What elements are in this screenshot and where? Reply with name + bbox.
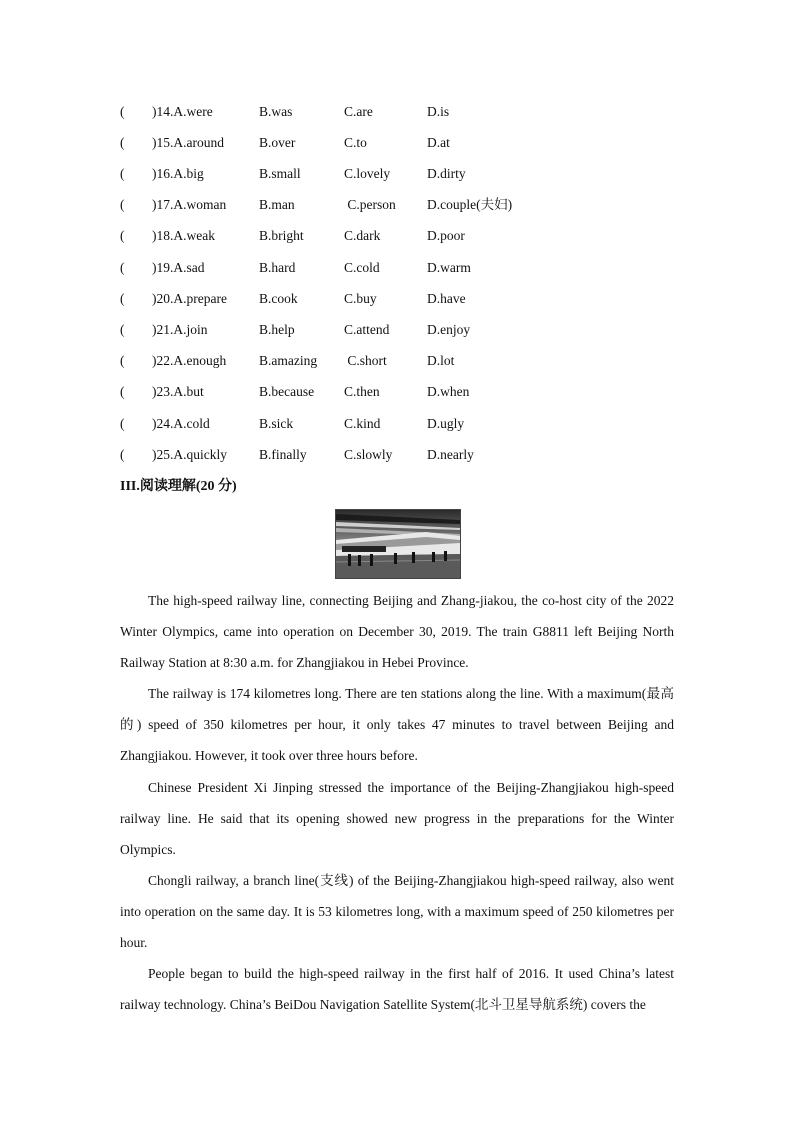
answer-blank[interactable]: (	[120, 291, 125, 306]
option-a: )15.A.around	[152, 135, 224, 150]
option-b: B.amazing	[259, 353, 318, 368]
option-d: D.lot	[427, 353, 455, 368]
option-c: C.kind	[344, 416, 381, 431]
passage-paragraph: Chongli railway, a branch line(支线) of the Beijing-Zhangjiakou high-speed railway, also went into operation on the same day. It is 53 kilometres long, with a maximum speed of 250 kilometres per hour.	[120, 872, 674, 951]
option-a: )25.A.quickly	[152, 447, 227, 462]
section-title-reading: III.阅读理解(20 分)	[120, 479, 237, 494]
option-d: D.at	[427, 135, 450, 150]
option-b: B.over	[259, 135, 296, 150]
answer-blank[interactable]: (	[120, 384, 125, 399]
option-a: )22.A.enough	[152, 353, 227, 368]
option-d: D.nearly	[427, 447, 474, 462]
option-a: )17.A.woman	[152, 197, 227, 212]
option-d: D.when	[427, 384, 470, 399]
option-c: C.short	[344, 353, 387, 368]
answer-blank[interactable]: (	[120, 260, 125, 275]
option-d: D.have	[427, 291, 466, 306]
answer-blank[interactable]: (	[120, 353, 125, 368]
passage-paragraph: The railway is 174 kilometres long. There are ten stations along the line. With a maximum(最高的) speed of 350 kilometres per hour, it only takes 47 minutes to travel between Beijing and Zhangjiakou. However, it took over three hours before.	[120, 686, 674, 764]
answer-blank[interactable]: (	[120, 322, 125, 337]
option-b: B.small	[259, 166, 301, 181]
option-d: D.ugly	[427, 416, 465, 431]
option-c: C.then	[344, 384, 380, 399]
option-c: C.lovely	[344, 166, 391, 181]
option-b: B.man	[259, 197, 295, 212]
option-d: D.warm	[427, 260, 471, 275]
option-a: )19.A.sad	[152, 260, 205, 275]
option-d: D.dirty	[427, 166, 466, 181]
option-b: B.was	[259, 104, 293, 119]
option-a: )18.A.weak	[152, 228, 215, 243]
option-c: C.are	[344, 104, 373, 119]
answer-blank[interactable]: (	[120, 447, 125, 462]
option-c: C.buy	[344, 291, 377, 306]
option-a: )16.A.big	[152, 166, 204, 181]
answer-blank[interactable]: (	[120, 416, 125, 431]
option-b: B.help	[259, 322, 295, 337]
option-d: D.enjoy	[427, 322, 471, 337]
option-b: B.because	[259, 384, 315, 399]
option-a: )14.A.were	[152, 104, 213, 119]
option-b: B.sick	[259, 416, 294, 431]
passage-paragraph: The high-speed railway line, connecting Beijing and Zhang-jiakou, the co-host city of the 2022 Winter Olympics, came into operation on December 30, 2019. The train G8811 left Beijing North Railway Station at 8:30 a.m. for Zhangjiakou in Hebei Province.	[120, 593, 674, 671]
option-b: B.hard	[259, 260, 296, 275]
answer-blank[interactable]: (	[120, 228, 125, 243]
option-c: C.person	[344, 197, 396, 212]
option-d: D.is	[427, 104, 450, 119]
option-c: C.attend	[344, 322, 390, 337]
answer-blank[interactable]: (	[120, 104, 125, 119]
option-b: B.finally	[259, 447, 307, 462]
option-b: B.bright	[259, 228, 304, 243]
option-c: C.dark	[344, 228, 381, 243]
answer-blank[interactable]: (	[120, 166, 125, 181]
option-d: D.poor	[427, 228, 465, 243]
option-a: )21.A.join	[152, 322, 208, 337]
option-c: C.to	[344, 135, 367, 150]
answer-blank[interactable]: (	[120, 135, 125, 150]
passage-paragraph: Chinese President Xi Jinping stressed the importance of the Beijing-Zhangjiakou high-speed railway line. He said that its opening showed new progress in the preparations for the Winter Olympics.	[120, 779, 674, 857]
train-station-photo	[335, 509, 461, 579]
option-a: )24.A.cold	[152, 416, 210, 431]
passage-paragraph: People began to build the high-speed railway in the first half of 2016. It used China’s latest railway technology. China’s BeiDou Navigation Satellite System(北斗卫星导航系统) covers the	[120, 966, 674, 1013]
option-b: B.cook	[259, 291, 298, 306]
option-c: C.slowly	[344, 447, 393, 462]
option-a: )20.A.prepare	[152, 291, 227, 306]
reading-passage	[120, 585, 674, 1020]
option-d: D.couple(夫妇)	[427, 197, 513, 212]
answer-blank[interactable]: (	[120, 197, 125, 212]
option-a: )23.A.but	[152, 384, 204, 399]
option-c: C.cold	[344, 260, 380, 275]
